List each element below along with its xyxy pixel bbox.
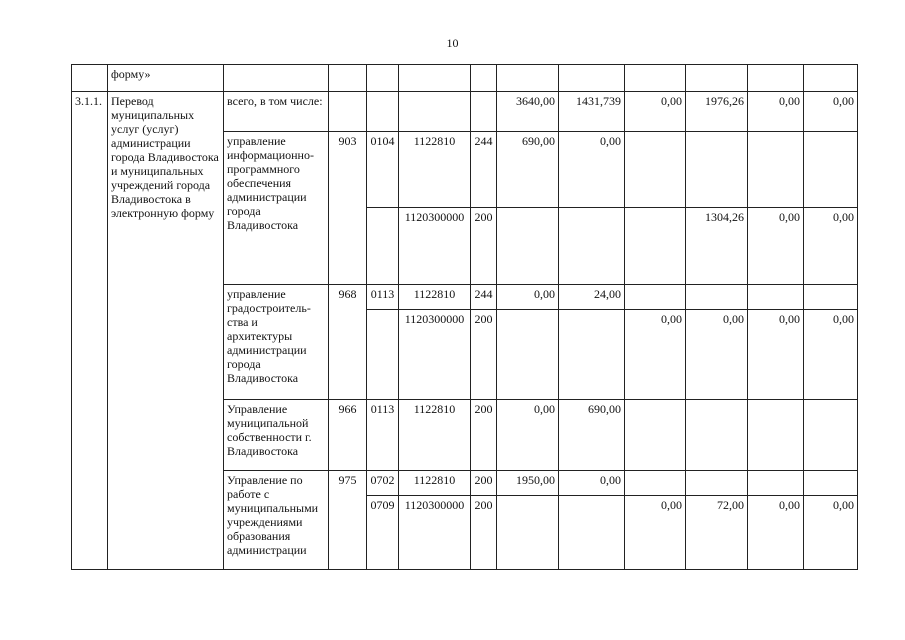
org-name: управление градостроитель-ства и архитектуры администрации города Владивостока — [224, 285, 329, 400]
cell-empty — [72, 65, 108, 92]
org-name: Управление муниципальной собственности г. Владивостока — [224, 400, 329, 471]
org-grbs: 968 — [329, 285, 367, 400]
table-row: управление информационно-программного обеспечения администрации города Владивостока 903 0104 1122810 244 690,00 0,00 — [72, 132, 858, 208]
continuation-row — [72, 65, 858, 92]
table-row: управление градостроитель-ства и архитектуры администрации города Владивостока 968 0113 1122810 244 0,00 24,00 — [72, 285, 858, 310]
page-number: 10 — [446, 36, 459, 50]
item-code: 3.1.1. — [72, 92, 108, 570]
total-v6: 0,00 — [804, 92, 858, 132]
table-row: Управление муниципальной собственности г. Владивостока 966 0113 1122810 200 0,00 690,00 — [72, 400, 858, 471]
budget-table — [71, 64, 858, 570]
continuation-text: форму» — [108, 65, 224, 92]
total-v5: 0,00 — [748, 92, 804, 132]
total-v3: 0,00 — [625, 92, 686, 132]
table-row: Управление по работе с муниципальными учреждениями образования администрации 975 0702 1122810 200 1950,00 0,00 — [72, 471, 858, 496]
total-v1: 3640,00 — [497, 92, 559, 132]
table-row: 1120300000 200 1304,26 0,00 0,00 — [72, 208, 858, 285]
org-grbs: 966 — [329, 400, 367, 471]
total-v2: 1431,739 — [559, 92, 625, 132]
table-row: 1120300000 200 0,00 0,00 0,00 0,00 — [72, 310, 858, 400]
org-grbs: 975 — [329, 471, 367, 570]
item-name: Перевод муниципальных услуг (услуг) администрации города Владивостока и муниципальных учреждений города Владивостока в электронную форму — [108, 92, 224, 570]
org-name: управление информационно-программного обеспечения администрации города Владивостока — [224, 132, 329, 285]
total-v4: 1976,26 — [686, 92, 748, 132]
org-grbs: 903 — [329, 132, 367, 285]
table-row: 0709 1120300000 200 0,00 72,00 0,00 0,00 — [72, 496, 858, 570]
total-row — [72, 92, 858, 132]
org-name: Управление по работе с муниципальными учреждениями образования администрации — [224, 471, 329, 570]
total-label: всего, в том числе: — [224, 92, 329, 132]
